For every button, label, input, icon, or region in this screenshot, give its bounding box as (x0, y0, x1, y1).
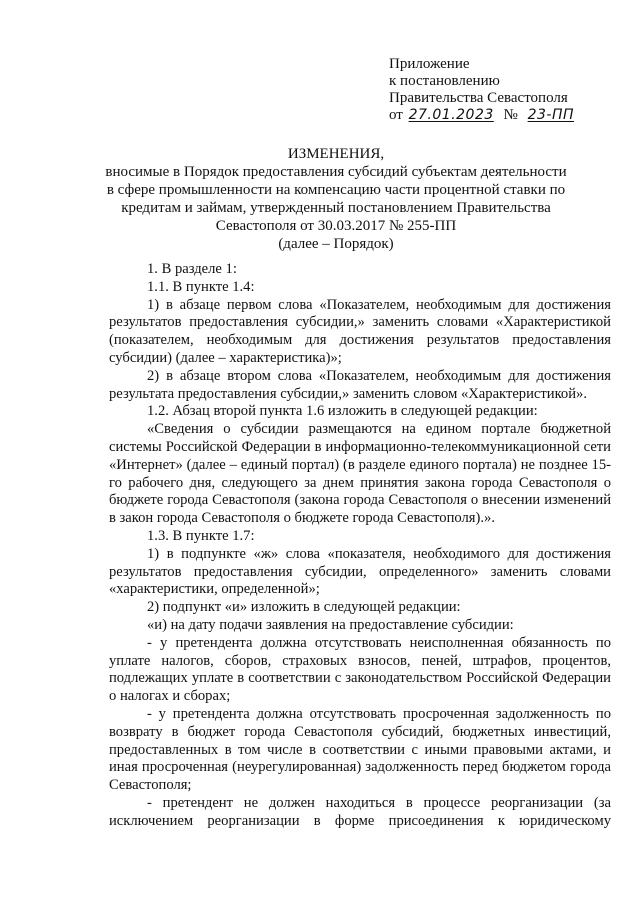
heading-title: ИЗМЕНЕНИЯ, (287, 146, 385, 162)
paragraph-11: - у претендента должна отсутствовать неисполненная обязанность по уплате налогов, сборов, страховых взносов, пеней, штрафов, процентов, подлежащих уплате в соответствии с законодательством Российской Федерации о налогах и сборах; (109, 634, 611, 705)
heading-line-2: в сфере промышленности на компенсацию части процентной ставки по (106, 182, 566, 198)
appendix-decree-ref: к постановлению (389, 73, 500, 89)
document-heading (96, 145, 576, 253)
appendix-block (389, 56, 629, 124)
handwritten-number: 23-ПП (527, 107, 575, 123)
appendix-label: Приложение (389, 56, 470, 72)
paragraph-2: 1.1. В пункте 1.4: (147, 278, 255, 295)
paragraph-13: - претендент не должен находиться в процессе реорганизации (за исключением реорганизации в форме присоединения к юридическому (109, 794, 611, 829)
paragraph-12: - у претендента должна отсутствовать просроченная задолженность по возврату в бюджет города Севастополя субсидий, бюджетных инвестиций, предоставленных в том числе в соответствии с иными правовыми актами, и иная просроченная (неурегулированная) задолженность перед бюджетом города Севастополя; (109, 705, 611, 794)
date-prefix: от (389, 107, 403, 123)
heading-line-1: вносимые в Порядок предоставления субсидий субъектам деятельности (105, 164, 567, 180)
paragraph-7: 1.3. В пункте 1.7: (147, 527, 255, 544)
document-body (109, 261, 611, 831)
handwritten-date: 27.01.2023 (408, 107, 494, 123)
paragraph-10: «и) на дату подачи заявления на предоставление субсидии: (147, 616, 514, 633)
paragraph-5: 1.2. Абзац второй пункта 1.6 изложить в следующей редакции: (147, 403, 538, 420)
heading-line-3: кредитам и займам, утвержденный постановлением Правительства (121, 200, 551, 216)
appendix-date-number-line (389, 107, 629, 124)
paragraph-6: «Сведения о субсидии размещаются на едином портале бюджетной системы Российской Федерации в информационно-телекоммуникационной сети «Интернет» (далее – единый портал) (в разделе единого портала) не позднее 15-го рабочего дня, следующего за днем принятия закона города Севастополя о бюджете города Севастополя (закона города Севастополя о внесении изменений в закон города Севастополя о бюджете города Севастополя).». (109, 421, 611, 527)
heading-line-4: Севастополя от 30.03.2017 № 255-ПП (215, 218, 457, 234)
paragraph-3: 1) в абзаце первом слова «Показателем, необходимым для достижения результатов предоставления субсидии,» заменить словами «Характеристикой (показателем, необходимым для достижения результатов предоставления субсидии) (далее – характеристика)»; (109, 296, 611, 366)
appendix-government: Правительства Севастополя (389, 90, 568, 106)
paragraph-4: 2) в абзаце втором слова «Показателем, необходимым для достижения результата предоставления субсидии,» заменить словом «Характеристикой». (109, 367, 611, 402)
heading-line-5: (далее – Порядок) (278, 236, 394, 252)
number-prefix: № (503, 107, 518, 123)
paragraph-1: 1. В разделе 1: (147, 261, 237, 277)
paragraph-9: 2) подпункт «и» изложить в следующей редакции: (147, 599, 461, 616)
paragraph-8: 1) в подпункте «ж» слова «показателя, необходимого для достижения результатов предоставления субсидии, определенного» заменить словами «характеристики, определенной»; (109, 545, 611, 598)
